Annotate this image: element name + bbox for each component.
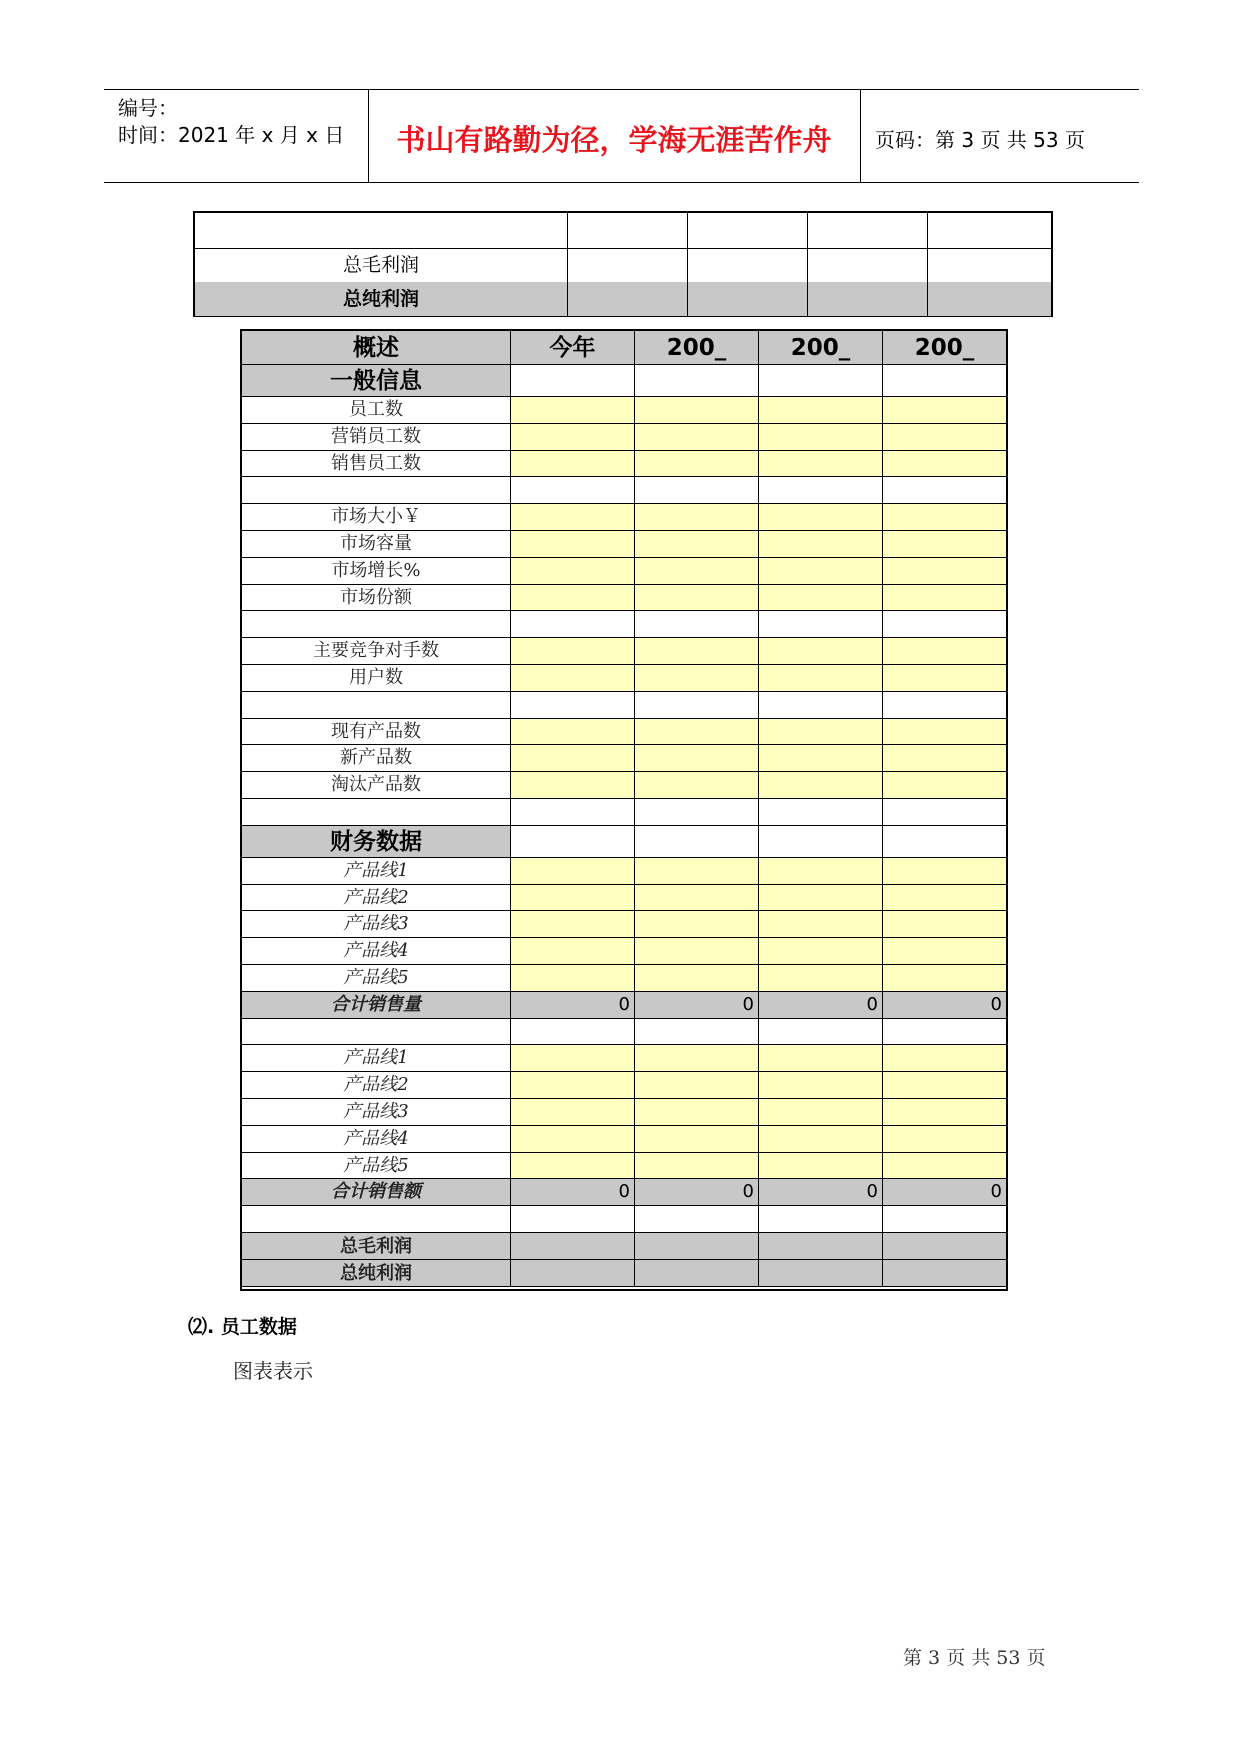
row-label: 产品线3 [242, 911, 511, 938]
value-cell[interactable] [883, 558, 1006, 585]
computed-cell: 0 [511, 992, 635, 1019]
value-cell[interactable] [759, 719, 883, 746]
row-label [195, 213, 568, 248]
column-header: 200_ [759, 331, 883, 365]
computed-cell [635, 1233, 759, 1260]
top-table-fragment [193, 211, 1053, 317]
table-row [242, 858, 1006, 885]
row-label: 总毛利润 [242, 1233, 511, 1260]
top-fragment-row [195, 213, 1051, 249]
computed-cell [759, 1233, 883, 1260]
value-cell[interactable] [883, 692, 1006, 719]
value-cell[interactable] [759, 665, 883, 692]
value-cell[interactable] [511, 885, 635, 912]
row-label: 营销员工数 [242, 424, 511, 451]
section-title: 一般信息 [242, 365, 511, 397]
row-label: 淘汰产品数 [242, 772, 511, 799]
value-cell[interactable] [883, 531, 1006, 558]
section-row [242, 826, 1006, 858]
value-cell[interactable] [511, 911, 635, 938]
value-cell[interactable] [759, 1126, 883, 1153]
table-row [242, 665, 1006, 692]
table-row [242, 397, 1006, 424]
row-label: 产品线2 [242, 885, 511, 912]
value-cell[interactable] [883, 1072, 1006, 1099]
value-cell[interactable] [635, 397, 759, 424]
value-cell[interactable] [511, 1045, 635, 1072]
table-row [242, 477, 1006, 504]
table-row [242, 1233, 1006, 1260]
computed-cell [635, 1260, 759, 1287]
table-row [242, 585, 1006, 612]
value-cell[interactable] [883, 1099, 1006, 1126]
table-row [242, 799, 1006, 826]
table-row [242, 1099, 1006, 1126]
value-cell[interactable] [759, 504, 883, 531]
value-cell[interactable] [635, 451, 759, 478]
value-cell[interactable] [883, 1019, 1006, 1046]
column-header: 200_ [635, 331, 759, 365]
value-cell[interactable] [759, 1206, 883, 1233]
row-label: 产品线5 [242, 1153, 511, 1180]
value-cell[interactable] [635, 611, 759, 638]
value-cell[interactable] [759, 1072, 883, 1099]
value-cell[interactable] [635, 1072, 759, 1099]
row-label: 产品线3 [242, 1099, 511, 1126]
value-cell[interactable] [759, 638, 883, 665]
value-cell[interactable] [928, 282, 1050, 316]
row-label: 总纯利润 [195, 282, 568, 316]
total-row [242, 1179, 1006, 1206]
value-cell[interactable] [568, 248, 688, 282]
computed-cell: 0 [883, 992, 1006, 1019]
value-cell[interactable] [511, 504, 635, 531]
value-cell[interactable] [635, 638, 759, 665]
value-cell[interactable] [883, 911, 1006, 938]
value-cell[interactable] [883, 504, 1006, 531]
value-cell[interactable] [883, 826, 1006, 858]
row-label: 市场增长% [242, 558, 511, 585]
table-header-row [242, 331, 1006, 365]
table-row [242, 911, 1006, 938]
value-cell[interactable] [635, 719, 759, 746]
value-cell[interactable] [511, 1206, 635, 1233]
value-cell[interactable] [759, 1045, 883, 1072]
value-cell[interactable] [759, 477, 883, 504]
table-row [242, 531, 1006, 558]
computed-cell: 0 [635, 992, 759, 1019]
value-cell[interactable] [883, 885, 1006, 912]
table-row [242, 1206, 1006, 1233]
table-row [242, 772, 1006, 799]
value-cell[interactable] [635, 585, 759, 612]
row-label: 产品线5 [242, 965, 511, 992]
table-row [242, 504, 1006, 531]
row-label: 产品线4 [242, 938, 511, 965]
value-cell[interactable] [511, 965, 635, 992]
header-bottom-rule [104, 182, 1139, 183]
value-cell[interactable] [883, 745, 1006, 772]
value-cell[interactable] [635, 1206, 759, 1233]
row-label: 主要竞争对手数 [242, 638, 511, 665]
value-cell[interactable] [635, 1019, 759, 1046]
value-cell[interactable] [883, 1153, 1006, 1180]
value-cell[interactable] [511, 665, 635, 692]
value-cell[interactable] [511, 799, 635, 826]
value-cell[interactable] [883, 665, 1006, 692]
computed-cell [759, 1260, 883, 1287]
value-cell[interactable] [511, 1019, 635, 1046]
table-row [242, 1045, 1006, 1072]
row-label: 用户数 [242, 665, 511, 692]
row-label: 产品线1 [242, 858, 511, 885]
value-cell[interactable] [883, 965, 1006, 992]
value-cell[interactable] [759, 424, 883, 451]
top-fragment-row [195, 282, 1051, 316]
row-label: 员工数 [242, 397, 511, 424]
value-cell[interactable] [511, 365, 635, 397]
value-cell[interactable] [568, 213, 688, 248]
table-row [242, 1019, 1006, 1046]
table-row [242, 938, 1006, 965]
table-row [242, 692, 1006, 719]
value-cell[interactable] [635, 477, 759, 504]
value-cell[interactable] [883, 638, 1006, 665]
row-label: 总纯利润 [242, 1260, 511, 1287]
value-cell[interactable] [883, 585, 1006, 612]
row-label: 新产品数 [242, 745, 511, 772]
value-cell[interactable] [688, 213, 808, 248]
row-label: 市场份额 [242, 585, 511, 612]
row-label: 合计销售额 [242, 1179, 511, 1206]
value-cell[interactable] [635, 692, 759, 719]
row-label: 总毛利润 [195, 248, 568, 282]
value-cell[interactable] [759, 531, 883, 558]
value-cell[interactable] [511, 938, 635, 965]
value-cell[interactable] [511, 531, 635, 558]
value-cell[interactable] [635, 938, 759, 965]
computed-cell: 0 [759, 992, 883, 1019]
column-header: 概述 [242, 331, 511, 365]
row-label [242, 692, 511, 719]
value-cell[interactable] [883, 858, 1006, 885]
computed-cell: 0 [511, 1179, 635, 1206]
row-label: 销售员工数 [242, 451, 511, 478]
row-label [242, 611, 511, 638]
value-cell[interactable] [759, 365, 883, 397]
value-cell[interactable] [511, 397, 635, 424]
row-label: 市场大小￥ [242, 504, 511, 531]
table-row [242, 965, 1006, 992]
value-cell[interactable] [883, 365, 1006, 397]
value-cell[interactable] [511, 611, 635, 638]
row-label: 市场容量 [242, 531, 511, 558]
value-cell[interactable] [928, 213, 1050, 248]
section-subtitle: 图表表示 [233, 1359, 313, 1383]
table-row [242, 558, 1006, 585]
value-cell[interactable] [511, 451, 635, 478]
value-cell[interactable] [635, 858, 759, 885]
value-cell[interactable] [635, 745, 759, 772]
value-cell[interactable] [883, 1126, 1006, 1153]
value-cell[interactable] [883, 938, 1006, 965]
row-label: 产品线4 [242, 1126, 511, 1153]
value-cell[interactable] [511, 1099, 635, 1126]
table-row [242, 424, 1006, 451]
value-cell[interactable] [511, 477, 635, 504]
value-cell[interactable] [635, 1126, 759, 1153]
section-row [242, 365, 1006, 397]
table-row [242, 638, 1006, 665]
table-row [242, 451, 1006, 478]
value-cell[interactable] [635, 799, 759, 826]
value-cell[interactable] [635, 665, 759, 692]
value-cell[interactable] [883, 451, 1006, 478]
value-cell[interactable] [808, 282, 928, 316]
computed-cell [511, 1260, 635, 1287]
value-cell[interactable] [511, 1072, 635, 1099]
value-cell[interactable] [883, 719, 1006, 746]
value-cell[interactable] [688, 248, 808, 282]
value-cell[interactable] [635, 504, 759, 531]
overview-table [240, 329, 1008, 1291]
value-cell[interactable] [511, 638, 635, 665]
value-cell[interactable] [511, 858, 635, 885]
value-cell[interactable] [759, 826, 883, 858]
row-label: 现有产品数 [242, 719, 511, 746]
table-row [242, 719, 1006, 746]
value-cell[interactable] [883, 611, 1006, 638]
value-cell[interactable] [759, 451, 883, 478]
value-cell[interactable] [883, 397, 1006, 424]
header-top-rule [104, 89, 1139, 90]
value-cell[interactable] [759, 692, 883, 719]
value-cell[interactable] [808, 213, 928, 248]
value-cell[interactable] [511, 1153, 635, 1180]
table-row [242, 611, 1006, 638]
row-label [242, 1206, 511, 1233]
value-cell[interactable] [759, 1099, 883, 1126]
value-cell[interactable] [635, 965, 759, 992]
value-cell[interactable] [511, 826, 635, 858]
value-cell[interactable] [511, 719, 635, 746]
row-label [242, 1019, 511, 1046]
header-motto: 书山有路勤为径，学海无涯苦作舟 [396, 123, 832, 157]
computed-cell: 0 [635, 1179, 759, 1206]
value-cell[interactable] [511, 1126, 635, 1153]
total-row [242, 992, 1006, 1019]
value-cell[interactable] [883, 772, 1006, 799]
row-label: 产品线2 [242, 1072, 511, 1099]
value-cell[interactable] [635, 558, 759, 585]
value-cell[interactable] [511, 692, 635, 719]
value-cell[interactable] [568, 282, 688, 316]
value-cell[interactable] [511, 424, 635, 451]
value-cell[interactable] [635, 1099, 759, 1126]
value-cell[interactable] [883, 799, 1006, 826]
value-cell[interactable] [635, 531, 759, 558]
value-cell[interactable] [759, 911, 883, 938]
row-label: 合计销售量 [242, 992, 511, 1019]
computed-cell [511, 1233, 635, 1260]
table-row [242, 1153, 1006, 1180]
value-cell[interactable] [759, 938, 883, 965]
row-label [242, 477, 511, 504]
value-cell[interactable] [635, 772, 759, 799]
value-cell[interactable] [635, 1153, 759, 1180]
table-row [242, 1072, 1006, 1099]
value-cell[interactable] [635, 1045, 759, 1072]
header-divider-right [860, 89, 861, 182]
value-cell[interactable] [759, 745, 883, 772]
value-cell[interactable] [511, 558, 635, 585]
document-time-label: 时间：2021 年 x 月 x 日 [118, 123, 345, 147]
value-cell[interactable] [688, 282, 808, 316]
computed-cell [883, 1260, 1006, 1287]
row-label: 产品线1 [242, 1045, 511, 1072]
table-row [242, 1126, 1006, 1153]
header-page-label: 页码：第 3 页 共 53 页 [875, 128, 1085, 152]
value-cell[interactable] [759, 1153, 883, 1180]
value-cell[interactable] [759, 558, 883, 585]
value-cell[interactable] [883, 1045, 1006, 1072]
value-cell[interactable] [759, 611, 883, 638]
value-cell[interactable] [635, 365, 759, 397]
table-row [242, 745, 1006, 772]
computed-cell: 0 [883, 1179, 1006, 1206]
value-cell[interactable] [883, 477, 1006, 504]
value-cell[interactable] [759, 799, 883, 826]
value-cell[interactable] [808, 248, 928, 282]
value-cell[interactable] [511, 772, 635, 799]
row-label [242, 799, 511, 826]
document-code-label: 编号： [118, 96, 178, 120]
value-cell[interactable] [635, 885, 759, 912]
value-cell[interactable] [511, 585, 635, 612]
section-title: 财务数据 [242, 826, 511, 858]
value-cell[interactable] [635, 424, 759, 451]
value-cell[interactable] [928, 248, 1050, 282]
value-cell[interactable] [759, 772, 883, 799]
value-cell[interactable] [635, 911, 759, 938]
column-header: 今年 [511, 331, 635, 365]
value-cell[interactable] [759, 585, 883, 612]
value-cell[interactable] [883, 424, 1006, 451]
column-header: 200_ [883, 331, 1006, 365]
top-fragment-row [195, 248, 1051, 283]
computed-cell: 0 [759, 1179, 883, 1206]
value-cell[interactable] [759, 885, 883, 912]
value-cell[interactable] [759, 858, 883, 885]
table-row [242, 1260, 1006, 1287]
computed-cell [883, 1233, 1006, 1260]
value-cell[interactable] [883, 1206, 1006, 1233]
value-cell[interactable] [759, 1019, 883, 1046]
table-row [242, 885, 1006, 912]
value-cell[interactable] [759, 965, 883, 992]
value-cell[interactable] [511, 745, 635, 772]
value-cell[interactable] [759, 397, 883, 424]
section-heading: ⑵. 员工数据 [188, 1316, 297, 1338]
value-cell[interactable] [635, 826, 759, 858]
page-footer: 第 3 页 共 53 页 [903, 1647, 1046, 1669]
